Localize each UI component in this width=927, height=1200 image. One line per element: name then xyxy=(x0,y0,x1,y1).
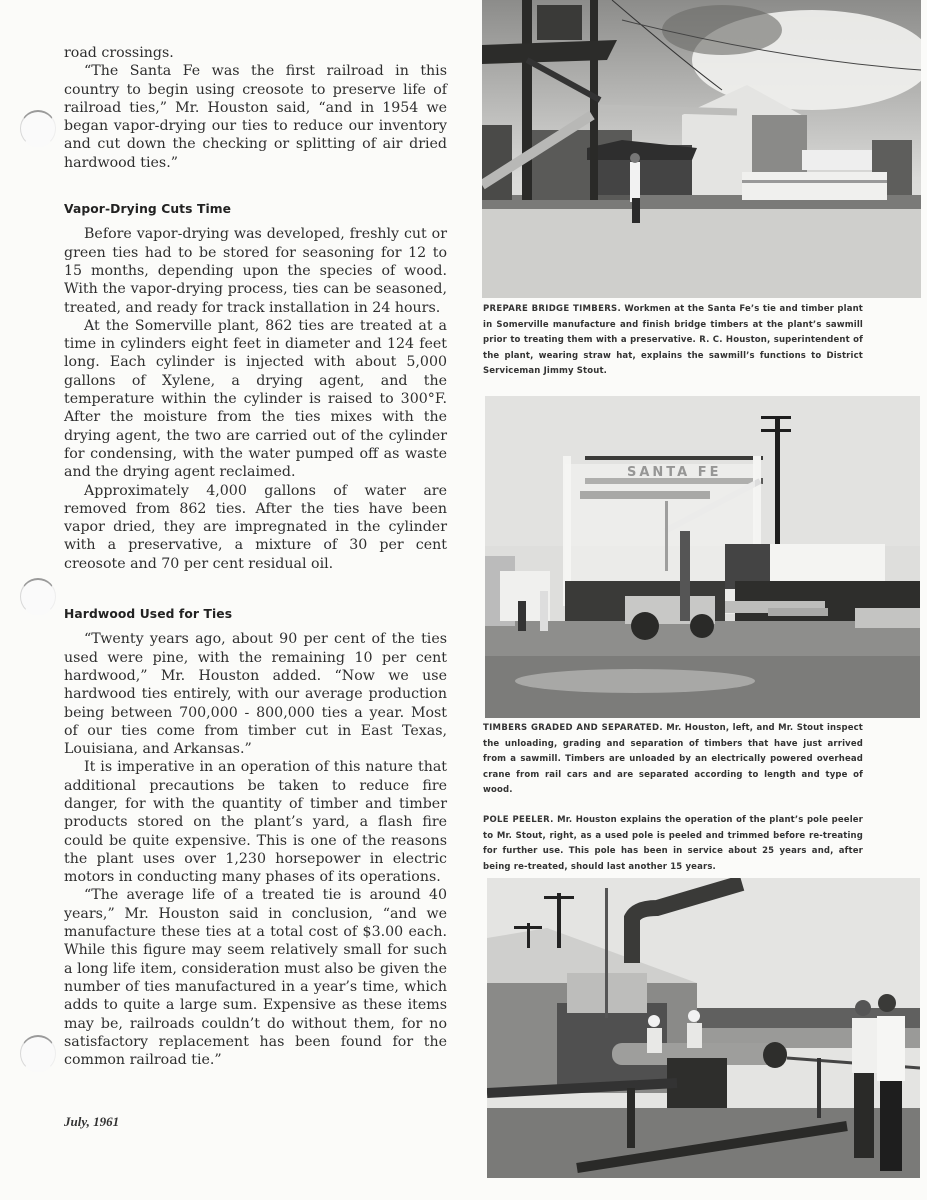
article-paragraph: “The Santa Fe was the first railroad in this country to begin using creosote to preserve life of railroad ties,” Mr. Houston said, “and in 1954 we began vapor-drying our ties to reduce our inventory and cut down the checking or splitting of air dried hardwood ties.” xyxy=(64,63,447,171)
caption-title: PREPARE BRIDGE TIMBERS. xyxy=(483,304,621,314)
article-paragraph: “Twenty years ago, about 90 per cent of the ties used were pine, with the remaining 10 per cent hardwood,” Mr. Houston added. “Now we use hardwood ties entirely, with our average production being between 700,000 - 800,000 ties a year. Most of our ties come from timber cut in East Texas, Louisiana, and Arkansas.” xyxy=(64,631,447,758)
article-paragraph: Approximately 4,000 gallons of water are removed from 862 ties. After the ties have been vapor dried, they are impregnated in the cylinder with a preservative, a mixture of 30 per cent creosote and 70 per cent residual oil. xyxy=(64,482,447,572)
article-paragraph: Before vapor-drying was developed, freshly cut or green ties had to be stored for seasoning for 12 to 15 months, depending upon the species of wood. With the vapor-drying process, ties can be seasoned, treated, and ready for track installation in 24 hours. xyxy=(64,226,447,316)
article-column xyxy=(64,44,447,1069)
caption-body: Mr. Houston explains the operation of the plant’s pole peeler to Mr. Stout, right, as a used pole is peeled and trimmed before re-treating for further use. This pole has been in service about 25 years and, after being re-treated, should last another 15 years. xyxy=(483,815,864,872)
caption-body: Mr. Houston, left, and Mr. Stout inspect the unloading, grading and separation of timbers that have just arrived from a sawmill. Timbers are unloaded by an electrically powered overhead crane from rail cars and are separated according to length and type of wood. xyxy=(483,723,864,795)
photo-sawmill xyxy=(482,0,921,298)
article-paragraph: “The average life of a treated tie is around 40 years,” Mr. Houston said in conclusion, “and we manufacture these ties at a total cost of $3.00 each. While this figure may seem relatively small for such a long life item, consideration must also be given the number of ties manufactured in a year’s time, which adds to quite a large sum. Expensive as these items may be, railroads couldn’t do without them, for no satisfactory replacement has been found for the common railroad tie.” xyxy=(64,887,447,1069)
punch-hole-mark xyxy=(20,110,56,147)
punch-hole-mark xyxy=(20,578,56,615)
punch-hole-mark xyxy=(20,1035,56,1072)
section-heading: Vapor-Drying Cuts Time xyxy=(64,202,232,217)
photo-crane xyxy=(485,396,920,718)
issue-date: July, 1961 xyxy=(64,1114,120,1129)
article-paragraph: It is imperative in an operation of this nature that additional precautions be taken to reduce fire danger, for with the quantity of timber and timber products stored on the plant’s yard, a flash fire could be quite expensive. This is one of the reasons the plant uses over 1,230 horsepower in electric motors in conducting many phases of its operations. xyxy=(64,759,447,886)
caption-title: TIMBERS GRADED AND SEPARATED. xyxy=(483,723,663,733)
photo-caption-sawmill xyxy=(483,302,863,380)
crane-photo-illustration xyxy=(485,396,920,718)
section-heading: Hardwood Used for Ties xyxy=(64,607,233,622)
caption-body: Workmen at the Santa Fe’s tie and timber plant in Somerville manufacture and finish bridge timbers at the plant’s sawmill prior to treating them with a preservative. R. C. Houston, superintendent of the plant, wearing straw hat, explains the sawmill’s functions to District Serviceman Jimmy Stout. xyxy=(483,304,864,376)
peeler-photo-illustration xyxy=(487,878,920,1178)
photo-pole-peeler xyxy=(487,878,920,1178)
photo-caption-crane xyxy=(483,721,863,799)
caption-title: POLE PEELER. xyxy=(483,815,554,825)
photo-caption-peeler xyxy=(483,813,863,875)
article-paragraph: At the Somerville plant, 862 ties are treated at a time in cylinders eight feet in diameter and 124 feet long. Each cylinder is injected with about 5,000 gallons of Xylene, a drying agent, and the temperature within the cylinder is raised to 300°F. After the moisture from the ties mixes with the drying agent, the two are carried out of the cylinder for condensing, with the water pumped off as waste and the drying agent reclaimed. xyxy=(64,317,447,481)
article-fragment: road crossings. xyxy=(64,45,174,61)
sawmill-photo-illustration xyxy=(482,0,921,298)
